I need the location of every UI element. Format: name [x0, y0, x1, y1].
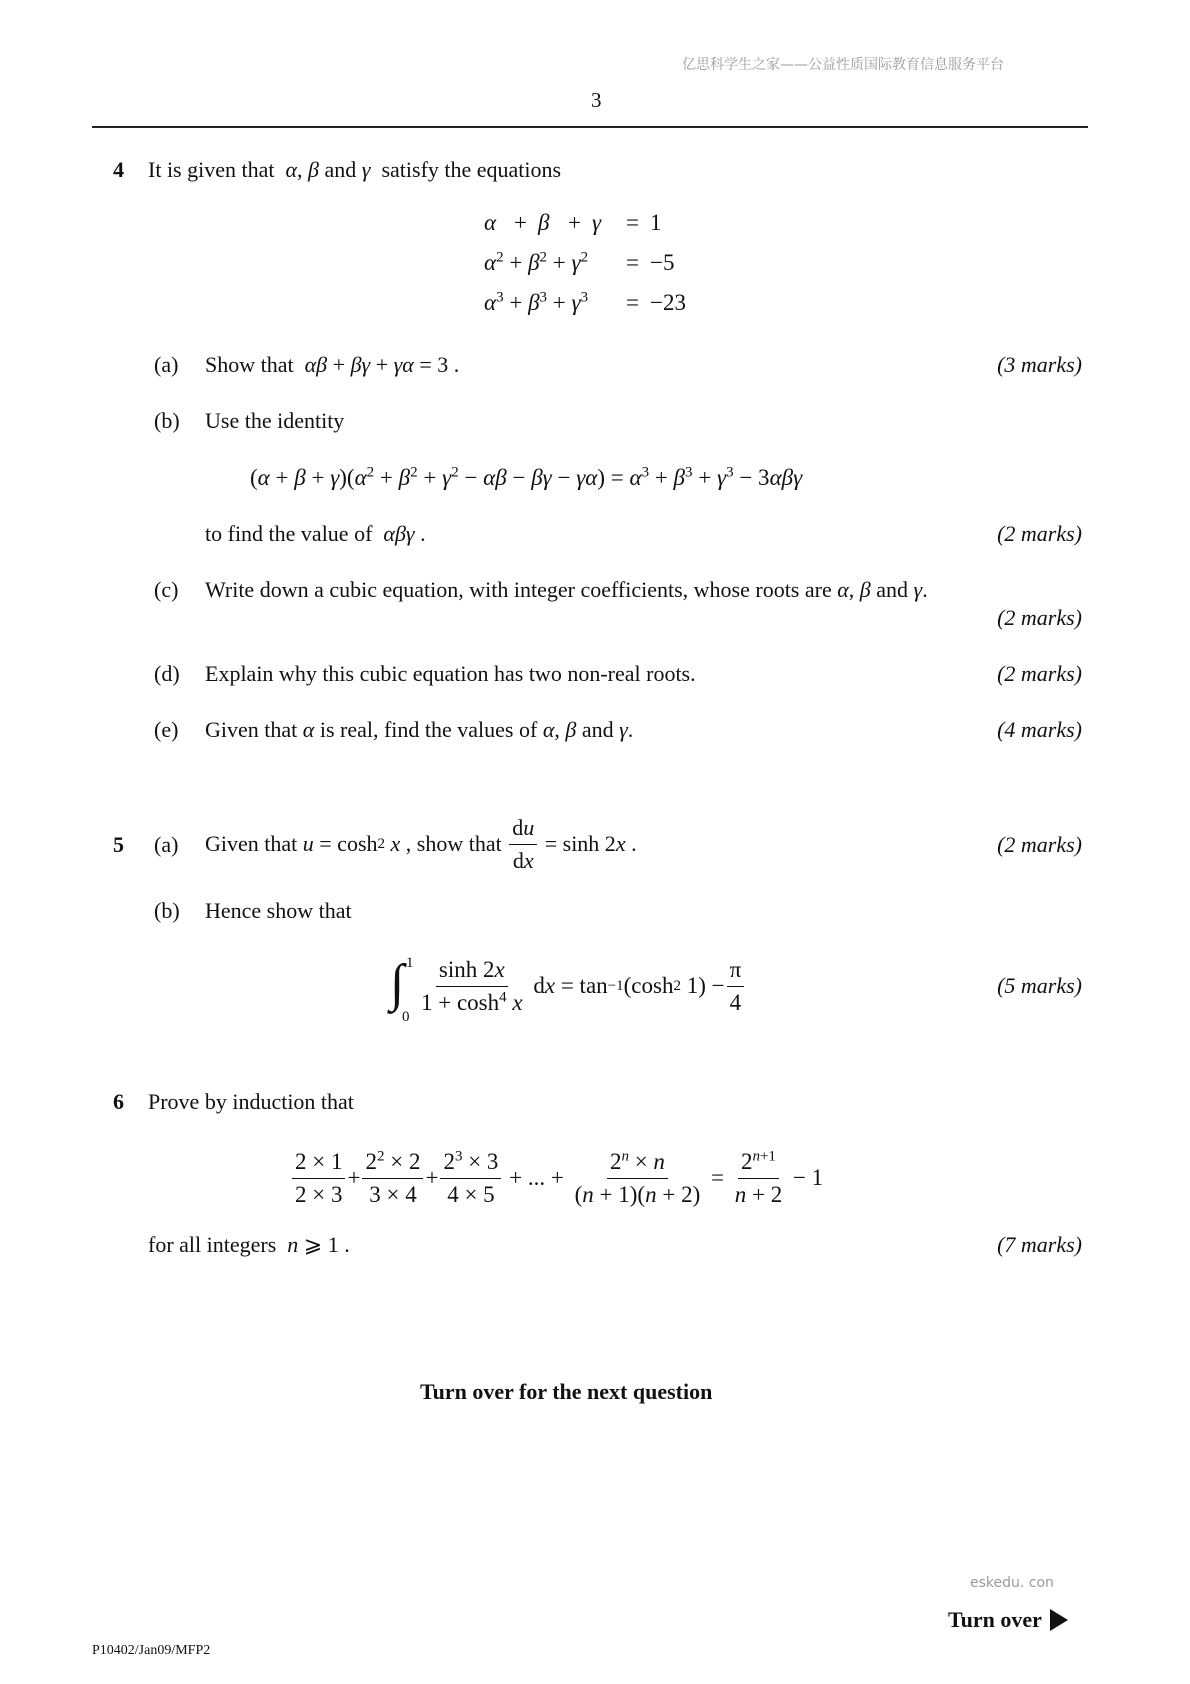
q4d-marks: (2 marks)	[997, 661, 1082, 686]
turn-over-next-question: Turn over for the next question	[420, 1379, 713, 1404]
q4-eq-2: $\alpha^2 + \beta^2 + \gamma^2$	[484, 249, 589, 275]
q4c-marks: (2 marks)	[997, 605, 1082, 630]
q4-intro: It is given that α, β and γ satisfy the equations	[148, 157, 562, 182]
q4-eq-1: α	[484, 210, 497, 235]
q4d-text: Explain why this cubic equation has two non-real roots.	[205, 661, 696, 686]
q4e-text: Given that α is real, find the values of α, β and γ.	[205, 717, 634, 742]
q4d-label: (d)	[154, 661, 180, 686]
q5b-marks: (5 marks)	[997, 973, 1082, 998]
q6-marks: (7 marks)	[997, 1232, 1082, 1257]
q5b-label: (b)	[154, 898, 180, 923]
q4b-marks: (2 marks)	[997, 521, 1082, 546]
q4e-marks: (4 marks)	[997, 717, 1082, 742]
q6-intro: Prove by induction that	[148, 1089, 354, 1114]
q5a-marks: (2 marks)	[997, 832, 1082, 857]
q4-eq-3: $\alpha^3 + \beta^3 + \gamma^3$	[484, 289, 589, 315]
q4a-marks: (3 marks)	[997, 352, 1082, 377]
paper-code: P10402/Jan09/MFP2	[92, 1643, 211, 1658]
header-rule	[92, 126, 1088, 128]
q4b-identity: $(\alpha + \beta + \gamma)(\alpha^2 + \beta^2 + \gamma^2 - \alpha\beta - \beta\gamma - \gamma\alpha) = \alpha^3 + \beta^3 + \gamma^3 - 3\alpha\beta\gamma$	[250, 464, 803, 490]
q5a-text: Given that u = cosh 2 x , show that $\frac{du}{dx}$ = sinh 2 x .	[205, 814, 637, 873]
q4-number: 4	[113, 157, 124, 182]
q6-condition: for all integers n ⩾ 1 .	[148, 1232, 350, 1257]
q4c-text: Write down a cubic equation, with integer coefficients, whose roots are α, β and γ.	[205, 577, 928, 602]
q6-sum: $\frac{2 \times 1}{2 \times 3}$ + $\frac{2^2 \times 2}{3 \times 4}$ + $\frac{2^3 \times 3}{4 \times 5}$ + ... + $\frac{2^n \times n}{(n + 1)(n + 2)}$ = $\frac{2^{n+1}}{n + 2}$ − 1	[290, 1143, 823, 1213]
q4c-label: (c)	[154, 577, 179, 602]
arrow-right-icon	[1050, 1609, 1068, 1631]
q4b-text2: to find the value of αβγ .	[205, 521, 426, 546]
q5-number: 5	[113, 832, 124, 857]
q5b-integral: ∫ 1 0 $\frac{\sinh 2x}{1 + \cosh^4 x}$ d x = tan −1 (cosh 2 1) − $\frac{\pi}{4}$	[390, 950, 746, 1022]
watermark-top: 亿思科学生之家——公益性质国际教育信息服务平台	[682, 57, 1004, 73]
q4a-label: (a)	[154, 352, 179, 377]
page-number: 3	[591, 88, 602, 112]
watermark-bottom: eskedu. con	[970, 1575, 1054, 1591]
q5b-text: Hence show that	[205, 898, 352, 923]
q4b-text: Use the identity	[205, 408, 345, 433]
q4a-text: Show that αβ + βγ + γα = 3 .	[205, 352, 460, 377]
q4b-label: (b)	[154, 408, 180, 433]
q4e-label: (e)	[154, 717, 179, 742]
turn-over	[948, 1606, 1068, 1634]
turn-over-label: Turn over	[948, 1607, 1042, 1632]
q5a-label: (a)	[154, 832, 179, 857]
q6-number: 6	[113, 1089, 124, 1114]
